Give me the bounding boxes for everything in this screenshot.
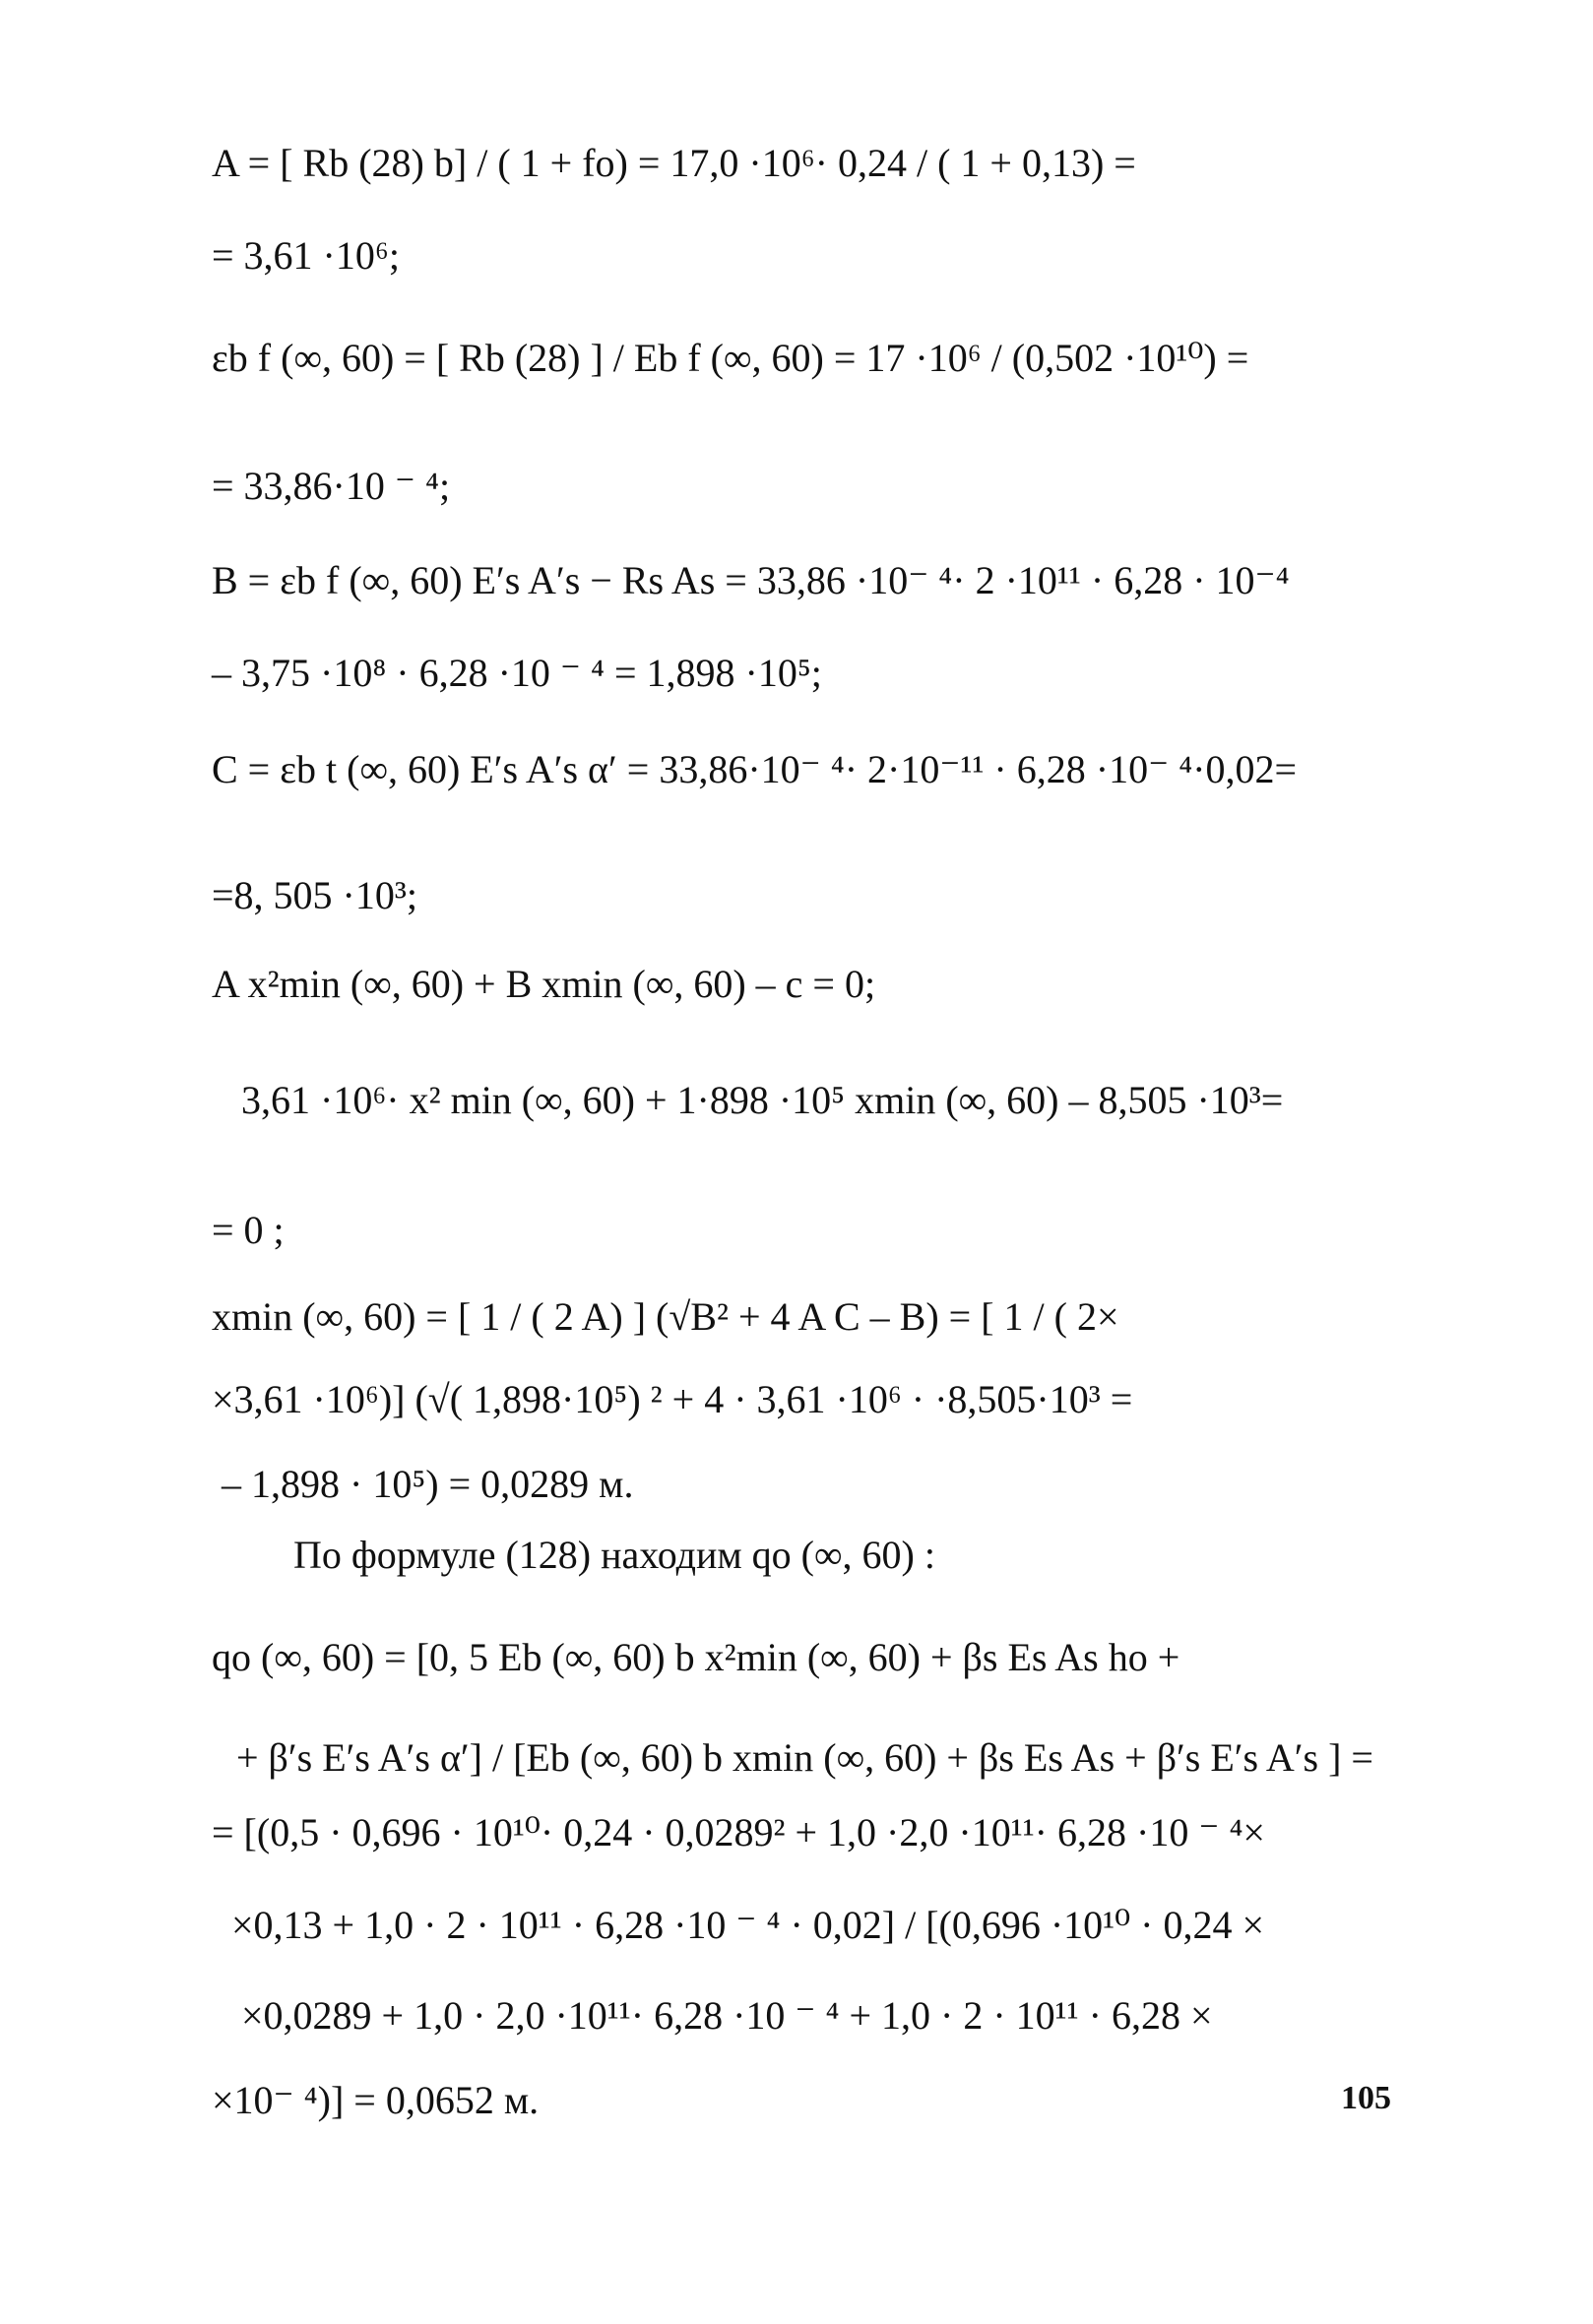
- formula-line-zero: = 0 ;: [212, 1208, 285, 1252]
- formula-line-q0-cont: + β′s E′s A′s α′] / [Eb (∞, 60) b xmin (∞, 60) + βs Es As + β′s E′s A′s ] =: [236, 1735, 1373, 1780]
- formula-line-quadratic-numeric: 3,61 ·10⁶· x² min (∞, 60) + 1·898 ·10⁵ xmin (∞, 60) – 8,505 ·10³=: [241, 1078, 1284, 1122]
- formula-line-epsilon: εb f (∞, 60) = [ Rb (28) ] / Eb f (∞, 60) = 17 ·10⁶ / (0,502 ·10¹⁰) =: [212, 336, 1249, 380]
- formula-line-q0-numeric-3: ×0,0289 + 1,0 · 2,0 ·10¹¹· 6,28 ·10 ⁻ ⁴ + 1,0 · 2 · 10¹¹ · 6,28 ×: [241, 1993, 1213, 2038]
- formula-line-b: B = εb f (∞, 60) E′s A′s − Rs As = 33,86 ·10⁻ ⁴· 2 ·10¹¹ · 6,28 · 10⁻⁴: [212, 558, 1290, 602]
- paragraph-text: По формуле (128) находим qo (∞, 60) :: [293, 1533, 935, 1577]
- formula-line-quadratic: A x²min (∞, 60) + B xmin (∞, 60) – c = 0;: [212, 962, 876, 1006]
- formula-line-epsilon-result: = 33,86·10 ⁻ ⁴;: [212, 464, 451, 508]
- formula-line-xmin: xmin (∞, 60) = [ 1 / ( 2 A) ] (√B² + 4 A C – B) = [ 1 / ( 2×: [212, 1294, 1119, 1339]
- formula-line-xmin-result: – 1,898 · 10⁵) = 0,0289 м.: [222, 1462, 634, 1506]
- page-number: 105: [1341, 2080, 1391, 2116]
- formula-line-a: A = [ Rb (28) b] / ( 1 + fo) = 17,0 ·10⁶· 0,24 / ( 1 + 0,13) =: [212, 141, 1136, 185]
- formula-line-xmin-cont: ×3,61 ·10⁶)] (√( 1,898·10⁵) ² + 4 · 3,61 ·10⁶ · ·8,505·10³ =: [212, 1377, 1133, 1421]
- formula-line-q0-result: ×10⁻ ⁴)] = 0,0652 м.: [212, 2078, 540, 2122]
- formula-line-q0: qo (∞, 60) = [0, 5 Eb (∞, 60) b x²min (∞, 60) + βs Es As ho +: [212, 1635, 1180, 1679]
- formula-line-q0-numeric-2: ×0,13 + 1,0 · 2 · 10¹¹ · 6,28 ·10 ⁻ ⁴ · 0,02] / [(0,696 ·10¹⁰ · 0,24 ×: [231, 1903, 1265, 1947]
- formula-line-c: C = εb t (∞, 60) E′s A′s α′ = 33,86·10⁻ ⁴· 2·10⁻¹¹ · 6,28 ·10⁻ ⁴·0,02=: [212, 747, 1298, 791]
- formula-line-a-result: = 3,61 ·10⁶;: [212, 233, 400, 278]
- formula-line-c-result: =8, 505 ·10³;: [212, 873, 417, 917]
- formula-line-q0-numeric-1: = [(0,5 · 0,696 · 10¹⁰· 0,24 · 0,0289² + 1,0 ·2,0 ·10¹¹· 6,28 ·10 ⁻ ⁴×: [212, 1810, 1265, 1854]
- formula-line-b-result: – 3,75 ·10⁸ · 6,28 ·10 ⁻ ⁴ = 1,898 ·10⁵;: [212, 651, 822, 695]
